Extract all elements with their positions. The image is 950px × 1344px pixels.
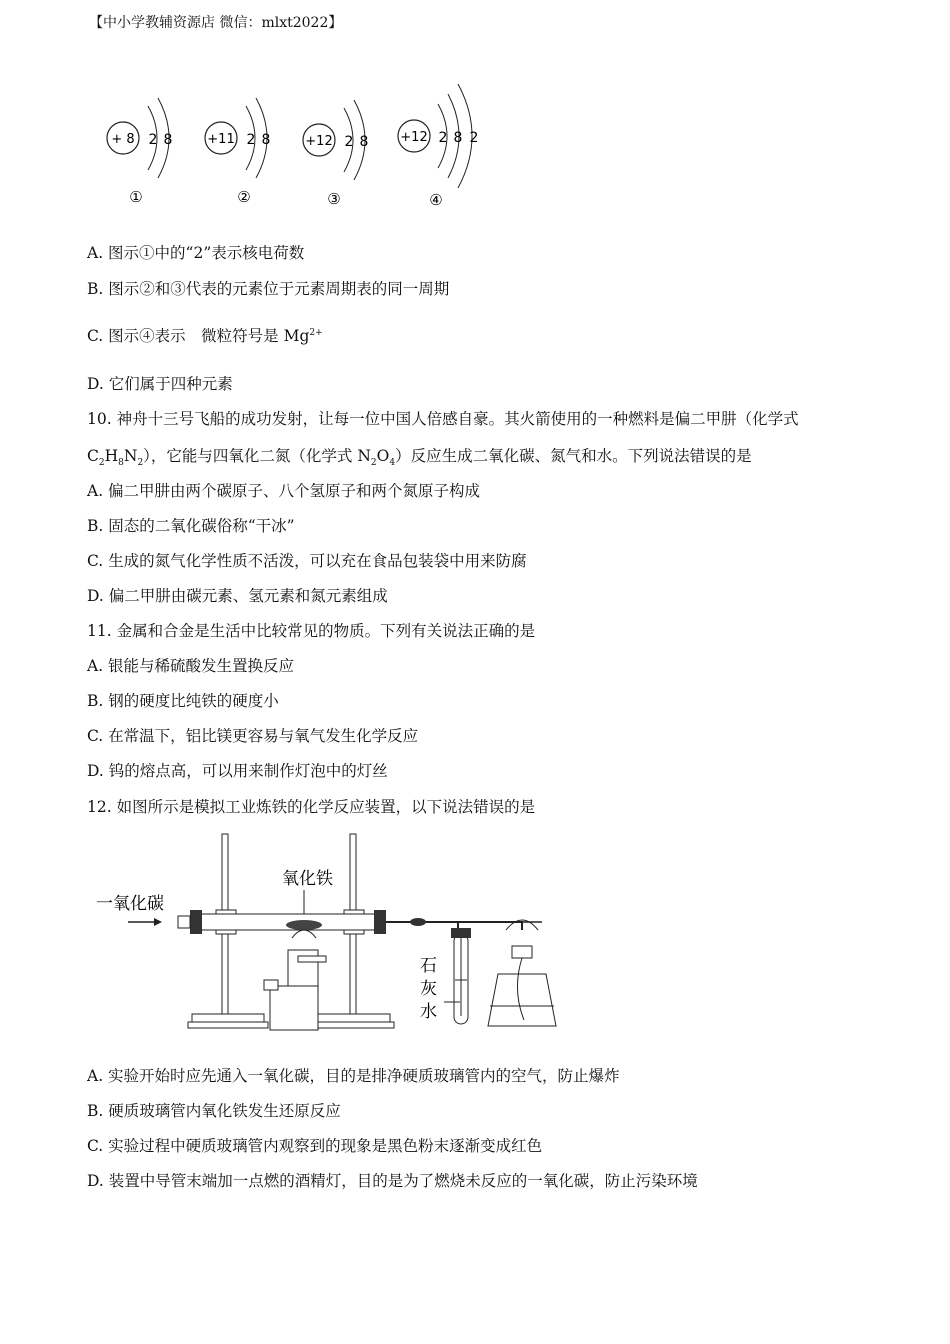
atom-3-label: ③: [327, 190, 341, 208]
q9-option-d: D. 它们属于四种元素: [87, 375, 233, 393]
formula-o: O: [376, 447, 390, 465]
iron-smelting-apparatus-diagram: [92, 830, 562, 1040]
label-iron-oxide: 氧化铁: [282, 869, 333, 889]
q12-option-c: C. 实验过程中硬质玻璃管内观察到的现象是黑色粉末逐渐变成红色: [87, 1137, 543, 1155]
q10-stem-line1: 10. 神舟十三号飞船的成功发射，让每一位中国人倍感自豪。其火箭使用的一种燃料是偏二甲肼（化学式: [87, 410, 799, 428]
q9-option-c: [87, 324, 323, 346]
atom-1-shell-1: 2: [148, 132, 158, 148]
formula-n: N: [123, 447, 138, 465]
q11-option-c: C. 在常温下，铝比镁更容易与氧气发生化学反应: [87, 727, 419, 745]
q9-option-c-charge: 2+: [309, 327, 323, 338]
q11-option-b: B. 钢的硬度比纯铁的硬度小: [87, 692, 279, 710]
q10-option-b: B. 固态的二氧化碳俗称“干冰”: [87, 517, 295, 535]
q12-option-d: D. 装置中导管末端加一点燃的酒精灯，目的是为了燃烧未反应的一氧化碳，防止污染环境: [87, 1172, 698, 1190]
q11-stem: 11. 金属和合金是生活中比较常见的物质。下列有关说法正确的是: [87, 622, 536, 640]
atom-3-nucleus: +12: [305, 134, 333, 149]
formula-h-sub: 8: [118, 458, 124, 469]
atom-diagram-4: [398, 84, 478, 209]
atom-2-shell-1: 2: [246, 132, 256, 148]
q10-option-c: C. 生成的氮气化学性质不活泼，可以充在食品包装袋中用来防腐: [87, 552, 527, 570]
label-limewater-1: 石: [420, 956, 437, 976]
formula-o4-sub: 4: [389, 458, 396, 469]
q10-option-a: A. 偏二甲肼由两个碳原子、八个氢原子和两个氮原子构成: [87, 482, 481, 500]
q11-option-a: A. 银能与稀硫酸发生置换反应: [87, 657, 295, 675]
atom-2-nucleus: +11: [207, 132, 235, 147]
q10-option-d: D. 偏二甲肼由碳元素、氢元素和氮元素组成: [87, 587, 388, 605]
formula-c: C: [87, 447, 99, 465]
atomic-structure-diagrams: [96, 78, 496, 218]
formula-c-sub: 2: [98, 458, 105, 469]
q12-option-b: B. 硬质玻璃管内氧化铁发生还原反应: [87, 1102, 341, 1120]
atom-2-label: ②: [237, 188, 251, 206]
atom-diagram-1: [107, 98, 172, 206]
atom-diagram-2: [205, 98, 270, 206]
q11-option-d: D. 钨的熔点高，可以用来制作灯泡中的灯丝: [87, 762, 388, 780]
atom-1-label: ①: [129, 188, 143, 206]
atom-4-shell-1: 2: [438, 130, 448, 146]
q10-stem-mid: ），它能与四氧化二氮（化学式 N: [143, 447, 371, 465]
atom-diagram-3: [303, 100, 368, 208]
formula-n-sub: 2: [137, 458, 144, 469]
q12-option-a: A. 实验开始时应先通入一氧化碳，目的是排净硬质玻璃管内的空气，防止爆炸: [87, 1067, 620, 1085]
atom-4-shell-2: 8: [453, 130, 463, 146]
page-header: 【中小学教辅资源店 微信：mlxt2022】: [89, 15, 343, 31]
formula-n2-sub: 2: [370, 458, 377, 469]
atom-3-shell-2: 8: [359, 134, 369, 150]
atom-3-shell-1: 2: [344, 134, 354, 150]
atom-2-shell-2: 8: [261, 132, 271, 148]
q10-stem-line2: [87, 444, 752, 468]
q9-option-b: B. 图示②和③代表的元素位于元素周期表的同一周期: [87, 280, 450, 298]
label-limewater-2: 灰: [420, 979, 437, 999]
atom-1-nucleus: + 8: [111, 132, 135, 147]
q10-stem-end: ）反应生成二氧化碳、氮气和水。下列说法错误的是: [395, 447, 752, 465]
label-limewater-3: 水: [420, 1002, 437, 1022]
atom-1-shell-2: 8: [163, 132, 173, 148]
atom-4-label: ④: [429, 191, 443, 209]
q12-stem: 12. 如图所示是模拟工业炼铁的化学反应装置，以下说法错误的是: [87, 798, 536, 816]
atom-4-nucleus: +12: [400, 130, 428, 145]
atom-4-shell-3: 2: [469, 130, 479, 146]
q9-option-c-text: C. 图示④表示 微粒符号是 Mg: [87, 327, 310, 345]
formula-h: H: [104, 447, 119, 465]
label-carbon-monoxide: 一氧化碳: [96, 894, 164, 914]
q9-option-a: A. 图示①中的“2”表示核电荷数: [87, 244, 305, 262]
